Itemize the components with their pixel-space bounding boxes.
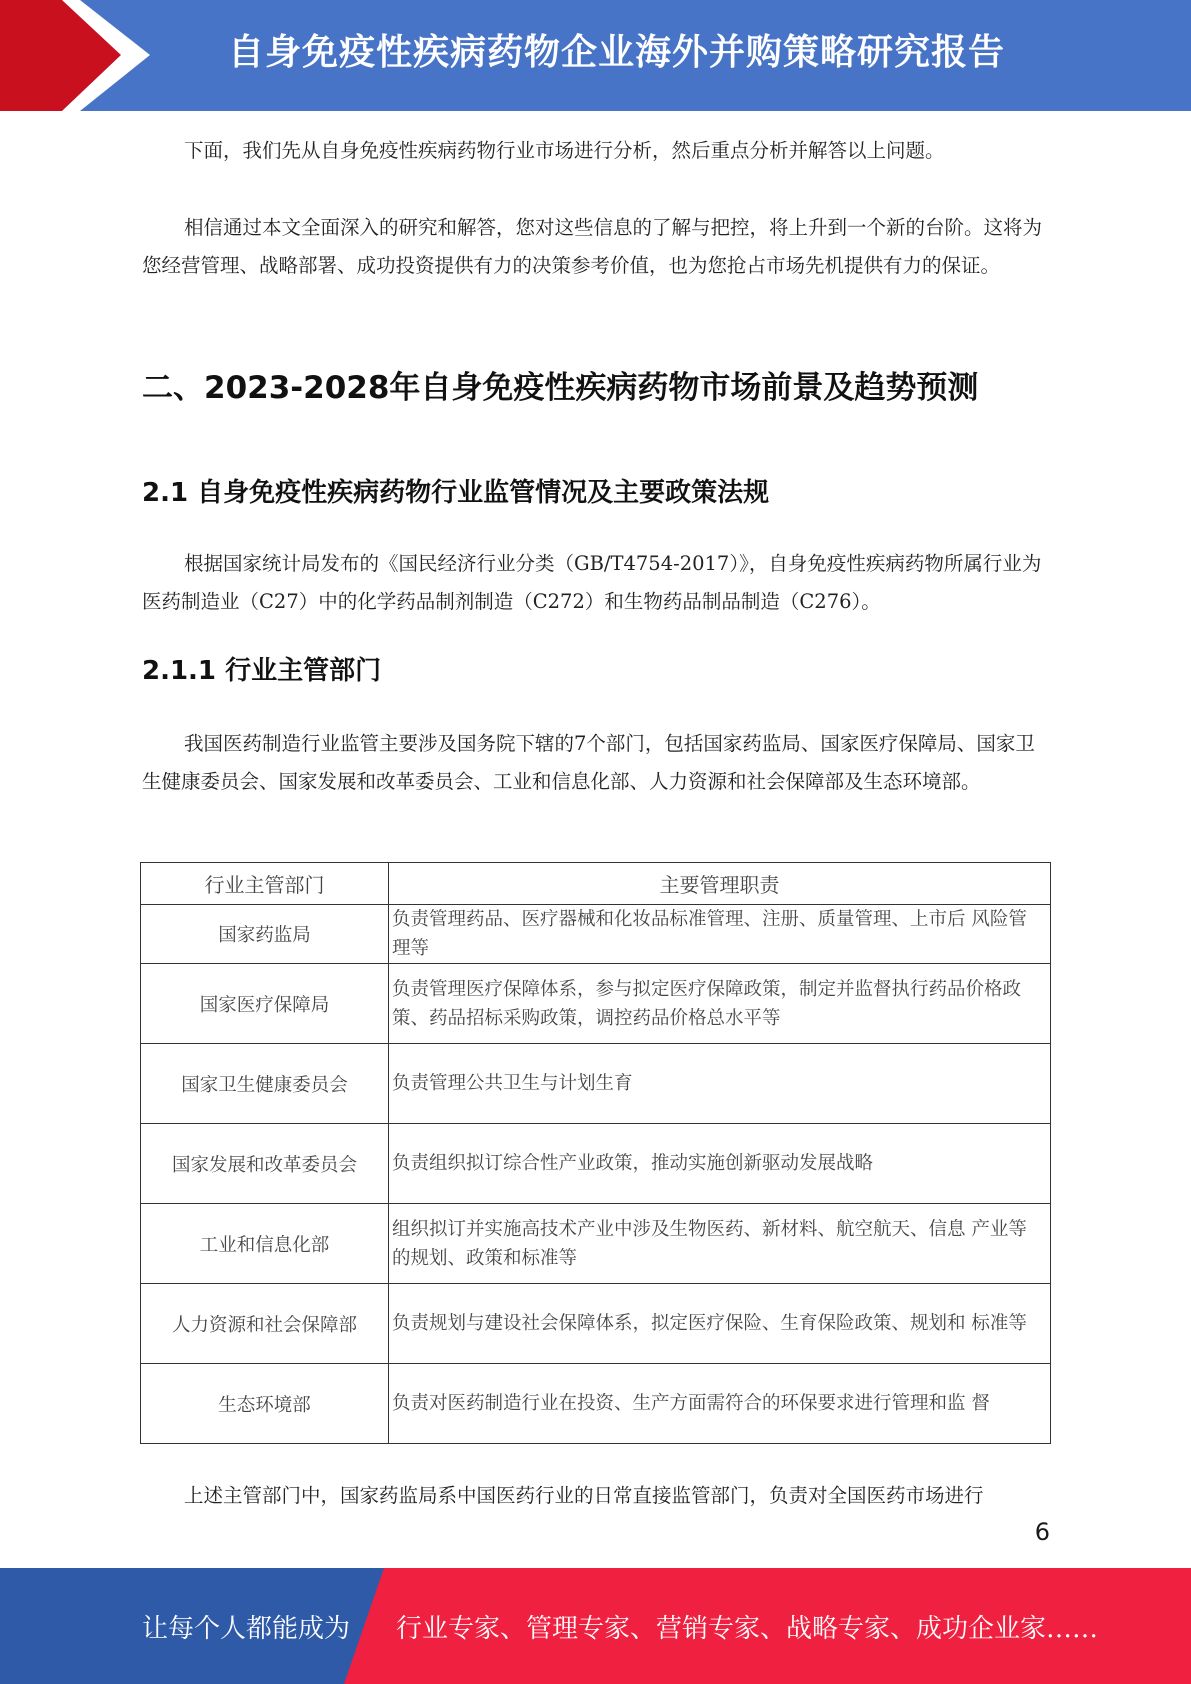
table-header-row [141, 863, 1051, 905]
duty-cell: 负责管理药品、医疗器械和化妆品标准管理、注册、质量管理、上市后 风险管理等 [389, 905, 1051, 964]
dept-cell: 国家医疗保障局 [141, 964, 389, 1044]
section-heading: 二、2023-2028年自身免疫性疾病药物市场前景及趋势预测 [142, 370, 979, 406]
footer-banner [0, 1568, 1191, 1684]
duty-cell: 组织拟订并实施高技术产业中涉及生物医药、新材料、航空航天、信息 产业等的规划、政策和标准等 [389, 1204, 1051, 1284]
dept-cell: 工业和信息化部 [141, 1204, 389, 1284]
table-row [141, 1204, 1051, 1284]
page-number: 6 [1034, 1518, 1050, 1546]
classification-paragraph: 根据国家统计局发布的《国民经济行业分类（GB/T4754-2017）》，自身免疫性疾病药物所属行业为医药制造业（C27）中的化学药品制剂制造（C272）和生物药品制品制造（C276）。 [142, 552, 1042, 613]
dept-cell: 国家卫生健康委员会 [141, 1044, 389, 1124]
footer-slogan-right: 行业专家、管理专家、营销专家、战略专家、成功企业家…… [396, 1614, 1099, 1644]
footer-slogan-left: 让每个人都能成为 [142, 1614, 351, 1644]
dept-cell: 人力资源和社会保障部 [141, 1284, 389, 1364]
table-header-duty: 主要管理职责 [389, 863, 1051, 905]
duty-cell: 负责组织拟订综合性产业政策，推动实施创新驱动发展战略 [389, 1124, 1051, 1204]
dept-cell: 生态环境部 [141, 1364, 389, 1444]
table-row [141, 905, 1051, 964]
duty-cell: 负责管理公共卫生与计划生育 [389, 1044, 1051, 1124]
table-row [141, 1044, 1051, 1124]
departments-table [140, 862, 1051, 1444]
table-row [141, 1284, 1051, 1364]
intro-paragraph: 下面，我们先从自身免疫性疾病药物行业市场进行分析，然后重点分析并解答以上问题。 [184, 139, 945, 162]
table-header-dept: 行业主管部门 [141, 863, 389, 905]
duty-cell: 负责规划与建设社会保障体系，拟定医疗保险、生育保险政策、规划和 标准等 [389, 1284, 1051, 1364]
subsubsection-heading: 2.1.1 行业主管部门 [142, 656, 382, 686]
table-row [141, 1364, 1051, 1444]
dept-cell: 国家发展和改革委员会 [141, 1124, 389, 1204]
duty-cell: 负责对医药制造行业在投资、生产方面需符合的环保要求进行管理和监 督 [389, 1364, 1051, 1444]
duty-cell: 负责管理医疗保障体系，参与拟定医疗保障政策，制定并监督执行药品价格政策、药品招标采购政策，调控药品价格总水平等 [389, 964, 1051, 1044]
departments-paragraph: 我国医药制造行业监管主要涉及国务院下辖的7个部门，包括国家药监局、国家医疗保障局、国家卫生健康委员会、国家发展和改革委员会、工业和信息化部、人力资源和社会保障部及生态环境部。 [142, 732, 1035, 793]
dept-cell: 国家药监局 [141, 905, 389, 964]
table-row [141, 964, 1051, 1044]
table-row [141, 1124, 1051, 1204]
subsection-heading: 2.1 自身免疫性疾病药物行业监管情况及主要政策法规 [142, 478, 770, 508]
supervision-paragraph: 上述主管部门中，国家药监局系中国医药行业的日常直接监管部门，负责对全国医药市场进行 [184, 1484, 984, 1507]
confidence-paragraph: 相信通过本文全面深入的研究和解答，您对这些信息的了解与把控，将上升到一个新的台阶。这将为您经营管理、战略部署、成功投资提供有力的决策参考价值，也为您抢占市场先机提供有力的保证。 [142, 216, 1043, 277]
header-banner [0, 0, 1191, 111]
report-title: 自身免疫性疾病药物企业海外并购策略研究报告 [228, 32, 1006, 73]
